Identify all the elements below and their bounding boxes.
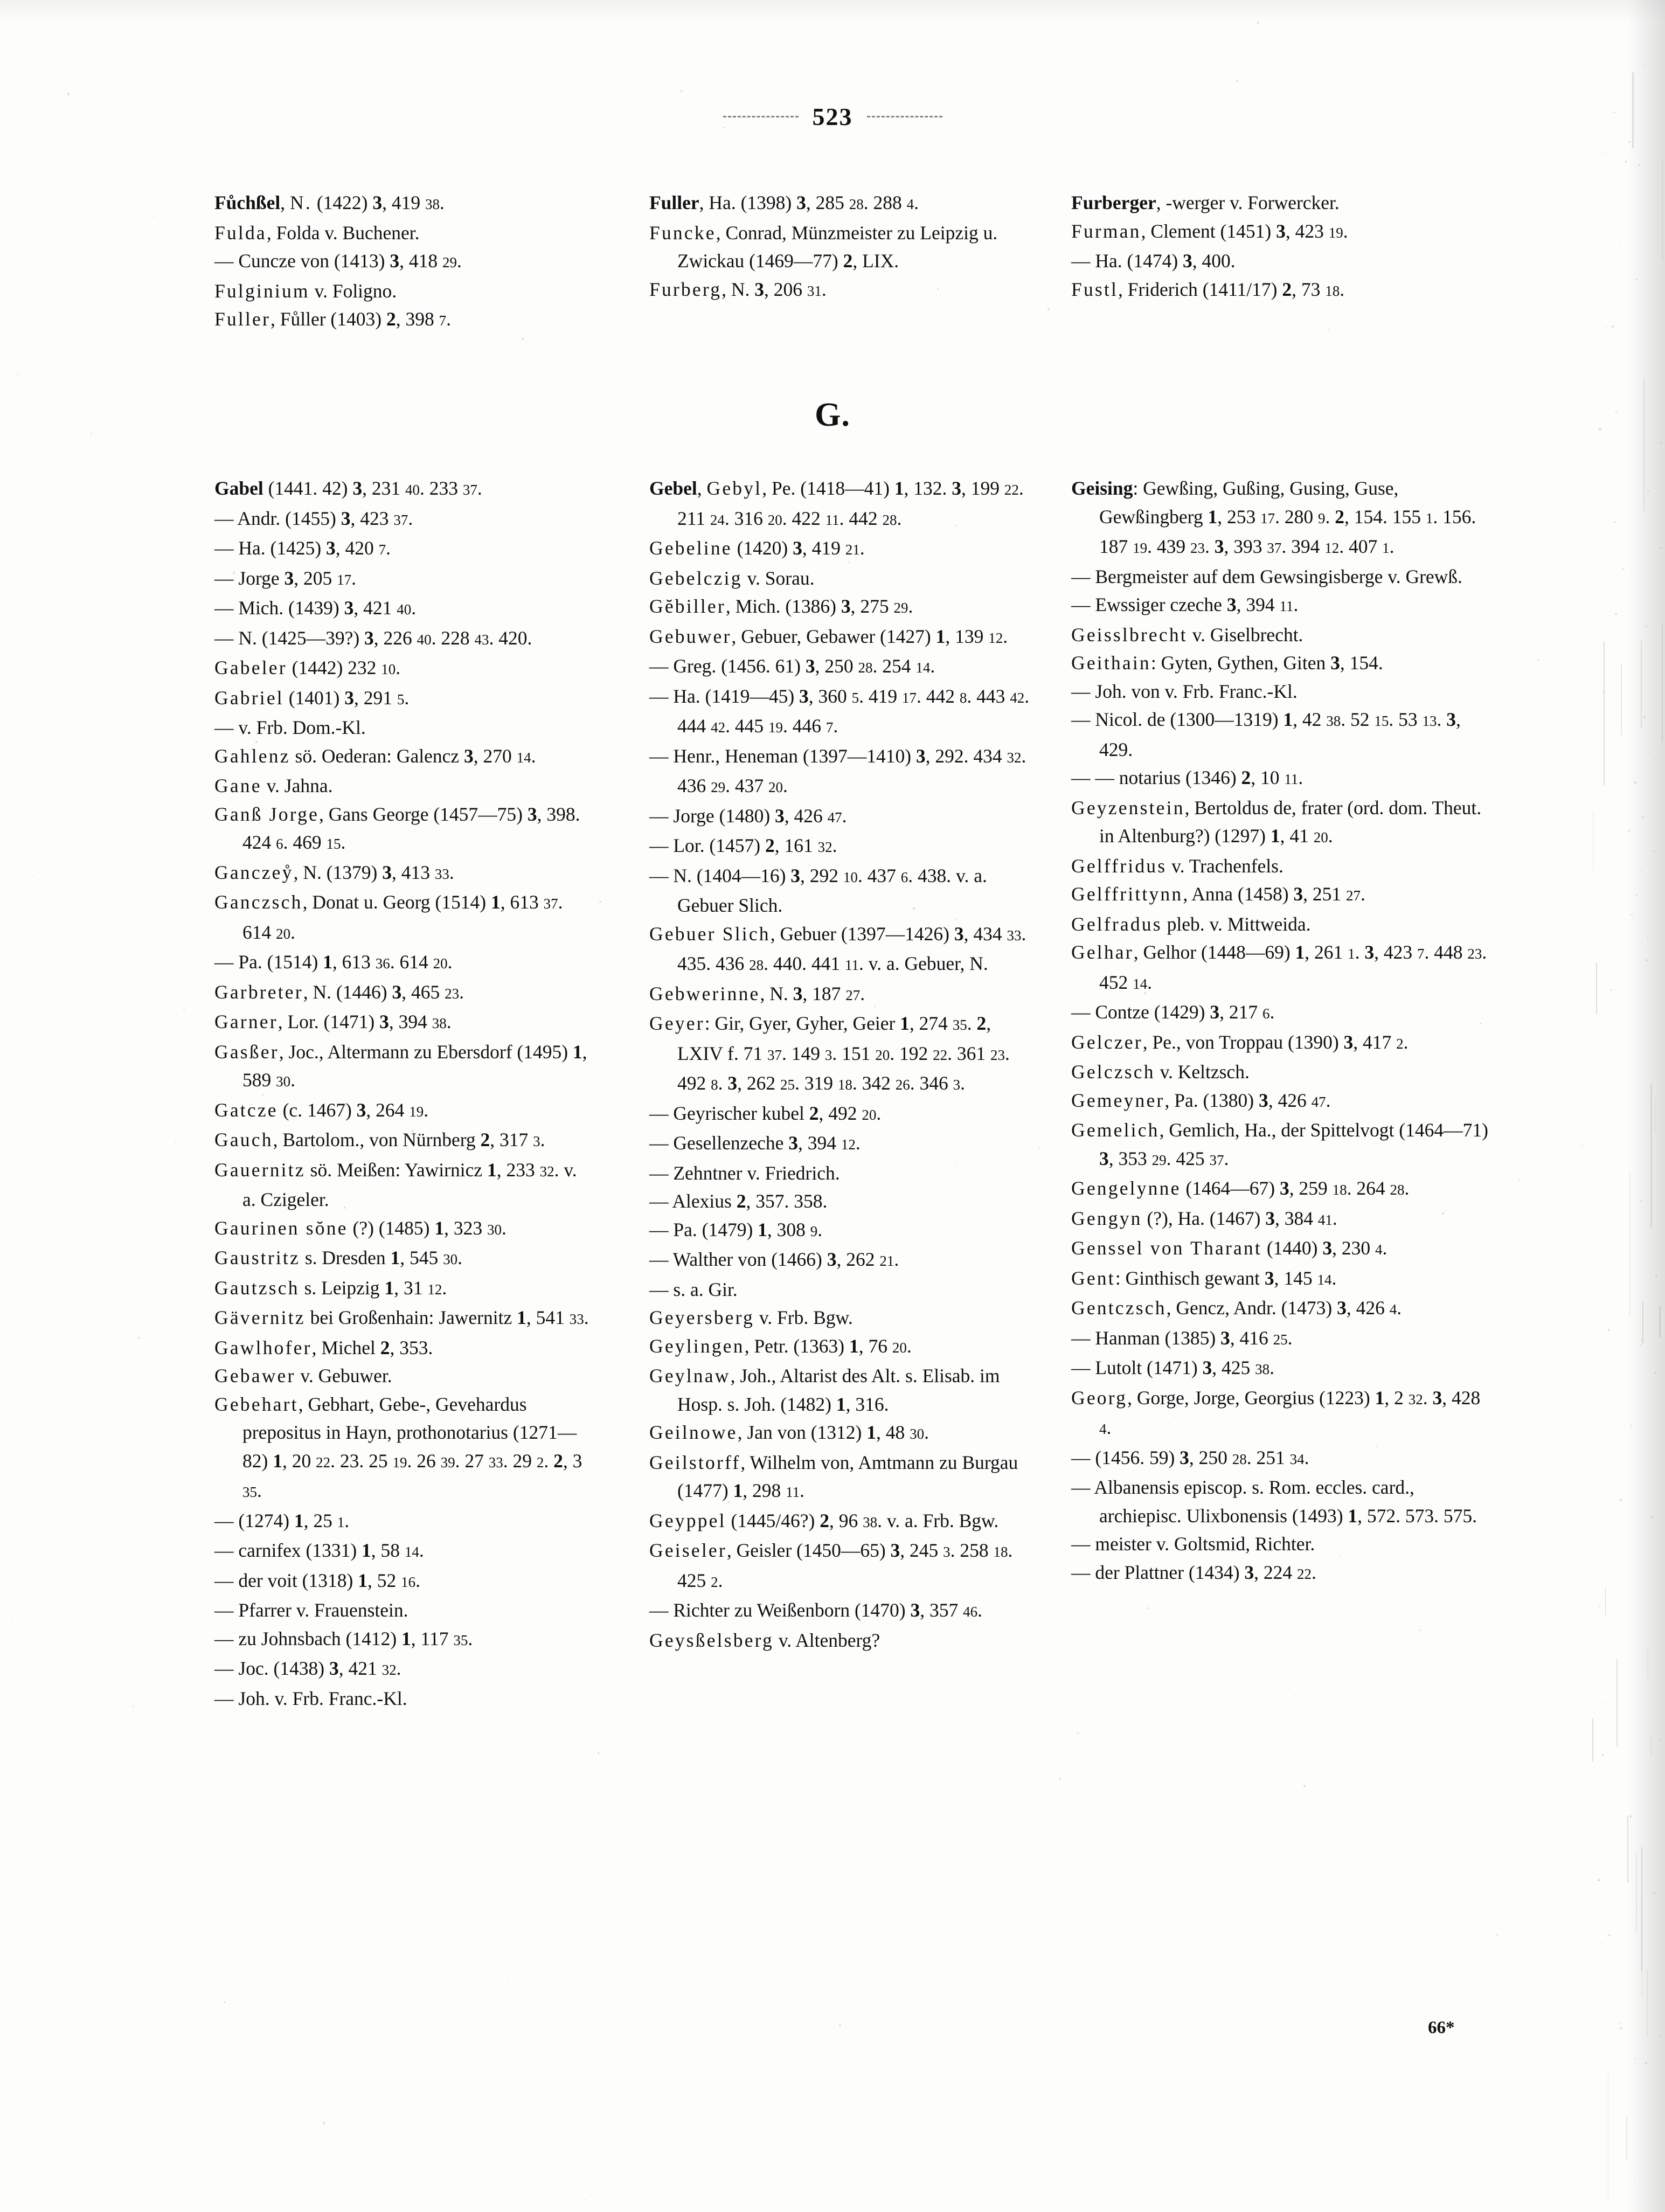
index-entry: Geilstorff, Wilhelm von, Amtmann zu Burgau (1477) 1, 298 11. [649, 1451, 1018, 1501]
index-entry: Geilnowe, Jan von (1312) 1, 48 30. [649, 1421, 929, 1443]
index-entry: Funcke, Conrad, Münzmeister zu Leipzig u. Zwickau (1469—77) 2, LIX. [649, 221, 998, 272]
index-entry: Geyzenstein, Bertoldus de, frater (ord. dom. Theut. in Altenburg?) (1297) 1, 41 20. [1071, 796, 1482, 847]
index-entry: — — notarius (1346) 2, 10 11. [1071, 767, 1303, 788]
index-entry: Gelczer, Pe., von Troppau (1390) 3, 417 2. [1071, 1031, 1409, 1053]
index-entry: Geyer: Gir, Gyer, Gyher, Geier 1, 274 35. 2, LXIV f. 71 37. 149 3. 151 20. 192 22. 361 23. 492 8. 3, 262 25. 319 18. 342 26. 346 3. [649, 1013, 1010, 1094]
index-entry: — meister v. Goltsmid, Richter. [1071, 1533, 1315, 1555]
index-entry: Gemeyner, Pa. (1380) 3, 426 47. [1071, 1089, 1331, 1111]
index-entry: — der Plattner (1434) 3, 224 22. [1071, 1561, 1316, 1583]
signature-mark: 66* [1428, 2018, 1455, 2037]
index-entry: — (1274) 1, 25 1. [214, 1509, 350, 1531]
index-entry: Gebawer v. Gebuwer. [214, 1365, 392, 1386]
index-entry: — Ha. (1474) 3, 400. [1071, 250, 1236, 272]
column-left-top-block [214, 189, 462, 335]
index-entry: — Pa. (1479) 1, 308 9. [649, 1218, 823, 1240]
index-entry: Gengyn (?), Ha. (1467) 3, 384 41. [1071, 1207, 1337, 1229]
index-entry: Gebehart, Gebhart, Gebe-, Gevehardus prepositus in Hayn, prothonotarius (1271—82) 1, 20 22. 23. 25 19. 26 39. 27 33. 29 2. 2, 3 35. [214, 1393, 582, 1501]
index-entry: Fulda, Folda v. Buchener. [214, 221, 420, 244]
index-entry: — Richter zu Weißenborn (1470) 3, 357 46. [649, 1599, 982, 1621]
index-entry: — Contze (1429) 3, 217 6. [1071, 1001, 1275, 1023]
index-entry: Ganß Jorge, Gans George (1457—75) 3, 398. 424 6. 469 15. [214, 803, 580, 853]
index-entry: Geisslbrecht v. Giselbrecht. [1071, 623, 1303, 646]
index-entry: — Cuncze von (1413) 3, 418 29. [214, 250, 462, 272]
column-middle-top-block [649, 189, 1037, 305]
index-entry: Geyppel (1445/46?) 2, 96 38. v. a. Frb. Bgw. [649, 1509, 999, 1531]
index-entry: — Lor. (1457) 2, 161 32. [649, 835, 837, 856]
index-entry: Fuller, Fůller (1403) 2, 398 7. [214, 308, 451, 330]
column-middle-main-block [649, 474, 1037, 1654]
index-entry: Garbreter, N. (1446) 3, 465 23. [214, 981, 464, 1003]
index-entry: — Andr. (1455) 3, 423 37. [214, 507, 413, 529]
index-entry: Fulginium v. Foligno. [214, 280, 397, 302]
index-entry: — Joh. von v. Frb. Franc.-Kl. [1071, 680, 1298, 702]
index-entry: Gahlenz sö. Oederan: Galencz 3, 270 14. [214, 745, 536, 767]
index-entry: Gaurinen sŏne (?) (1485) 1, 323 30. [214, 1217, 507, 1239]
index-entry: — Alexius 2, 357. 358. [649, 1190, 828, 1212]
index-entry: Gebeline (1420) 3, 419 21. [649, 537, 865, 559]
index-entry: — Henr., Heneman (1397—1410) 3, 292. 434 32. 436 29. 437 20. [649, 745, 1026, 796]
index-entry: Geylingen, Petr. (1363) 1, 76 20. [649, 1335, 912, 1357]
index-entry: Fuller, Ha. (1398) 3, 285 28. 288 4. [649, 192, 919, 213]
index-entry: — Joc. (1438) 3, 421 32. [214, 1658, 401, 1679]
index-entry: Gawlhofer, Michel 2, 353. [214, 1336, 433, 1358]
index-entry: Geylnaw, Joh., Altarist des Alt. s. Elisab. im Hosp. s. Joh. (1482) 1, 316. [649, 1365, 1000, 1415]
index-entry: — Bergmeister auf dem Gewsingisberge v. Grewß. [1071, 565, 1462, 587]
index-entry: Georg, Gorge, Jorge, Georgius (1223) 1, 2 32. 3, 428 4. [1071, 1386, 1481, 1438]
index-entry: — der voit (1318) 1, 52 16. [214, 1569, 420, 1591]
index-entry: Ganczeẙ, N. (1379) 3, 413 33. [214, 861, 454, 883]
column-left-main-block [214, 474, 592, 1712]
index-entry: — Lutolt (1471) 3, 425 38. [1071, 1357, 1275, 1378]
index-entry: — Greg. (1456. 61) 3, 250 28. 254 14. [649, 655, 935, 677]
index-entry: Gĕbiller, Mich. (1386) 3, 275 29. [649, 595, 913, 617]
index-entry: Gengelynne (1464—67) 3, 259 18. 264 28. [1071, 1177, 1410, 1199]
index-entry: — Ewssiger czeche 3, 394 11. [1071, 594, 1299, 615]
index-entry: — N. (1404—16) 3, 292 10. 437 6. 438. v. a. Gebuer Slich. [649, 864, 987, 916]
index-entry: Gebel, Gebyl, Pe. (1418—41) 1, 132. 3, 199 22. 211 24. 316 20. 422 11. 442 28. [649, 477, 1024, 529]
index-entry: Gelczsch v. Keltzsch. [1071, 1061, 1250, 1083]
index-entry: — Walther von (1466) 3, 262 21. [649, 1249, 899, 1270]
index-entry: Gabel (1441. 42) 3, 231 40. 233 37. [214, 477, 482, 499]
index-entry: Geiseler, Geisler (1450—65) 3, 245 3. 258 18. 425 2. [649, 1540, 1013, 1591]
index-entry: Gelffridus v. Trachenfels. [1071, 855, 1284, 877]
index-entry: Gebwerinne, N. 3, 187 27. [649, 982, 865, 1004]
index-entry: — Ha. (1425) 3, 420 7. [214, 537, 391, 559]
index-entry: — Mich. (1439) 3, 421 40. [214, 597, 417, 619]
index-entry: — Pfarrer v. Frauenstein. [214, 1599, 408, 1621]
index-entry: Geithain: Gyten, Gythen, Giten 3, 154. [1071, 652, 1383, 674]
index-entry: Gabeler (1442) 232 10. [214, 657, 401, 678]
index-entry: Gaustritz s. Dresden 1, 545 30. [214, 1247, 463, 1268]
index-entry: Geyersberg v. Frb. Bgw. [649, 1307, 853, 1328]
index-entry: Gent: Ginthisch gewant 3, 145 14. [1071, 1267, 1337, 1289]
index-entry: — Jorge (1480) 3, 426 47. [649, 805, 847, 827]
index-entry: Fůchßel, N. (1422) 3, 419 38. [214, 192, 445, 213]
index-entry: Gauch, Bartolom., von Nürnberg 2, 317 3. [214, 1129, 545, 1150]
index-entry: — N. (1425—39?) 3, 226 40. 228 43. 420. [214, 627, 532, 649]
index-entry: — carnifex (1331) 1, 58 14. [214, 1540, 424, 1561]
index-entry: Gelffrittynn, Anna (1458) 3, 251 27. [1071, 883, 1365, 905]
index-entry: — Albanensis episcop. s. Rom. eccles. card., archiepisc. Ulixbonensis (1493) 1, 572. 573. 575. [1071, 1476, 1477, 1527]
index-entry: Geising: Gewßing, Gußing, Gusing, Guse, Gewßingberg 1, 253 17. 280 9. 2, 154. 155 1. 156. 187 19. 439 23. 3, 393 37. 394 12. 407 1. [1071, 477, 1476, 557]
index-entry: Gävernitz bei Großenhain: Jawernitz 1, 541 33. [214, 1307, 589, 1328]
section-letter-heading: G. [815, 397, 850, 433]
index-entry: Gabriel (1401) 3, 291 5. [214, 687, 410, 709]
index-entry: — v. Frb. Dom.-Kl. [214, 717, 366, 738]
index-entry: Gatcze (c. 1467) 3, 264 19. [214, 1099, 429, 1121]
index-entry: Furman, Clement (1451) 3, 423 19. [1071, 220, 1348, 242]
index-entry: — zu Johnsbach (1412) 1, 117 35. [214, 1627, 473, 1649]
index-entry: — Ha. (1419—45) 3, 360 5. 419 17. 442 8. 443 42. 444 42. 445 19. 446 7. [649, 685, 1030, 737]
index-entry: — Geyrischer kubel 2, 492 20. [649, 1102, 882, 1124]
index-entry: — Zehntner v. Friedrich. [649, 1162, 840, 1184]
index-entry: — Joh. v. Frb. Franc.-Kl. [214, 1687, 407, 1709]
index-entry: Gemelich, Gemlich, Ha., der Spittelvogt (1464—71) 3, 353 29. 425 37. [1071, 1119, 1488, 1169]
index-entry: — Pa. (1514) 1, 613 36. 614 20. [214, 951, 453, 973]
index-entry: Geysßelsberg v. Altenberg? [649, 1629, 880, 1651]
index-entry: — s. a. Gir. [649, 1278, 738, 1300]
index-entry: Gentczsch, Gencz, Andr. (1473) 3, 426 4. [1071, 1297, 1402, 1319]
index-entry: Furberger, -werger v. Forwercker. [1071, 192, 1340, 213]
running-head-rule-left [723, 116, 799, 117]
index-entry: Ganczsch, Donat u. Georg (1514) 1, 613 37. 614 20. [214, 891, 563, 943]
page-number: 523 [812, 103, 853, 130]
index-entry: Gane v. Jahna. [214, 775, 333, 796]
index-entry: — (1456. 59) 3, 250 28. 251 34. [1071, 1446, 1309, 1468]
index-entry: — Gesellenzeche 3, 394 12. [649, 1132, 861, 1154]
index-entry: Fustl, Friderich (1411/17) 2, 73 18. [1071, 278, 1345, 300]
index-entry: Gelfradus pleb. v. Mittweida. [1071, 913, 1311, 935]
index-entry: — Nicol. de (1300—1319) 1, 42 38. 52 15. 53 13. 3, 429. [1071, 709, 1461, 760]
column-right-main-block [1071, 474, 1497, 1588]
index-entry: Gasßer, Joc., Altermann zu Ebersdorf (1495) 1, 589 30. [214, 1041, 587, 1091]
index-entry: Gebuer Slich, Gebuer (1397—1426) 3, 434 33. 435. 436 28. 440. 441 11. v. a. Gebuer, N. [649, 923, 1026, 974]
index-entry: Furberg, N. 3, 206 31. [649, 278, 827, 300]
running-head-rule-right [867, 116, 942, 117]
index-entry: Gebuwer, Gebuer, Gebawer (1427) 1, 139 12. [649, 625, 1008, 647]
index-entry: Gelhar, Gelhor (1448—69) 1, 261 1. 3, 423 7. 448 23. 452 14. [1071, 941, 1487, 993]
index-entry: Gautzsch s. Leipzig 1, 31 12. [214, 1277, 447, 1299]
index-entry: Gauernitz sö. Meißen: Yawirnicz 1, 233 32. v. a. Czigeler. [214, 1159, 577, 1210]
index-entry: — Hanman (1385) 3, 416 25. [1071, 1327, 1293, 1349]
index-entry: Gebelczig v. Sorau. [649, 567, 815, 589]
index-entry: Genssel von Tharant (1440) 3, 230 4. [1071, 1237, 1388, 1259]
running-head [0, 102, 1665, 131]
index-entry: Garner, Lor. (1471) 3, 394 38. [214, 1011, 452, 1032]
column-right-top-block [1071, 189, 1348, 305]
index-entry: — Jorge 3, 205 17. [214, 567, 357, 589]
